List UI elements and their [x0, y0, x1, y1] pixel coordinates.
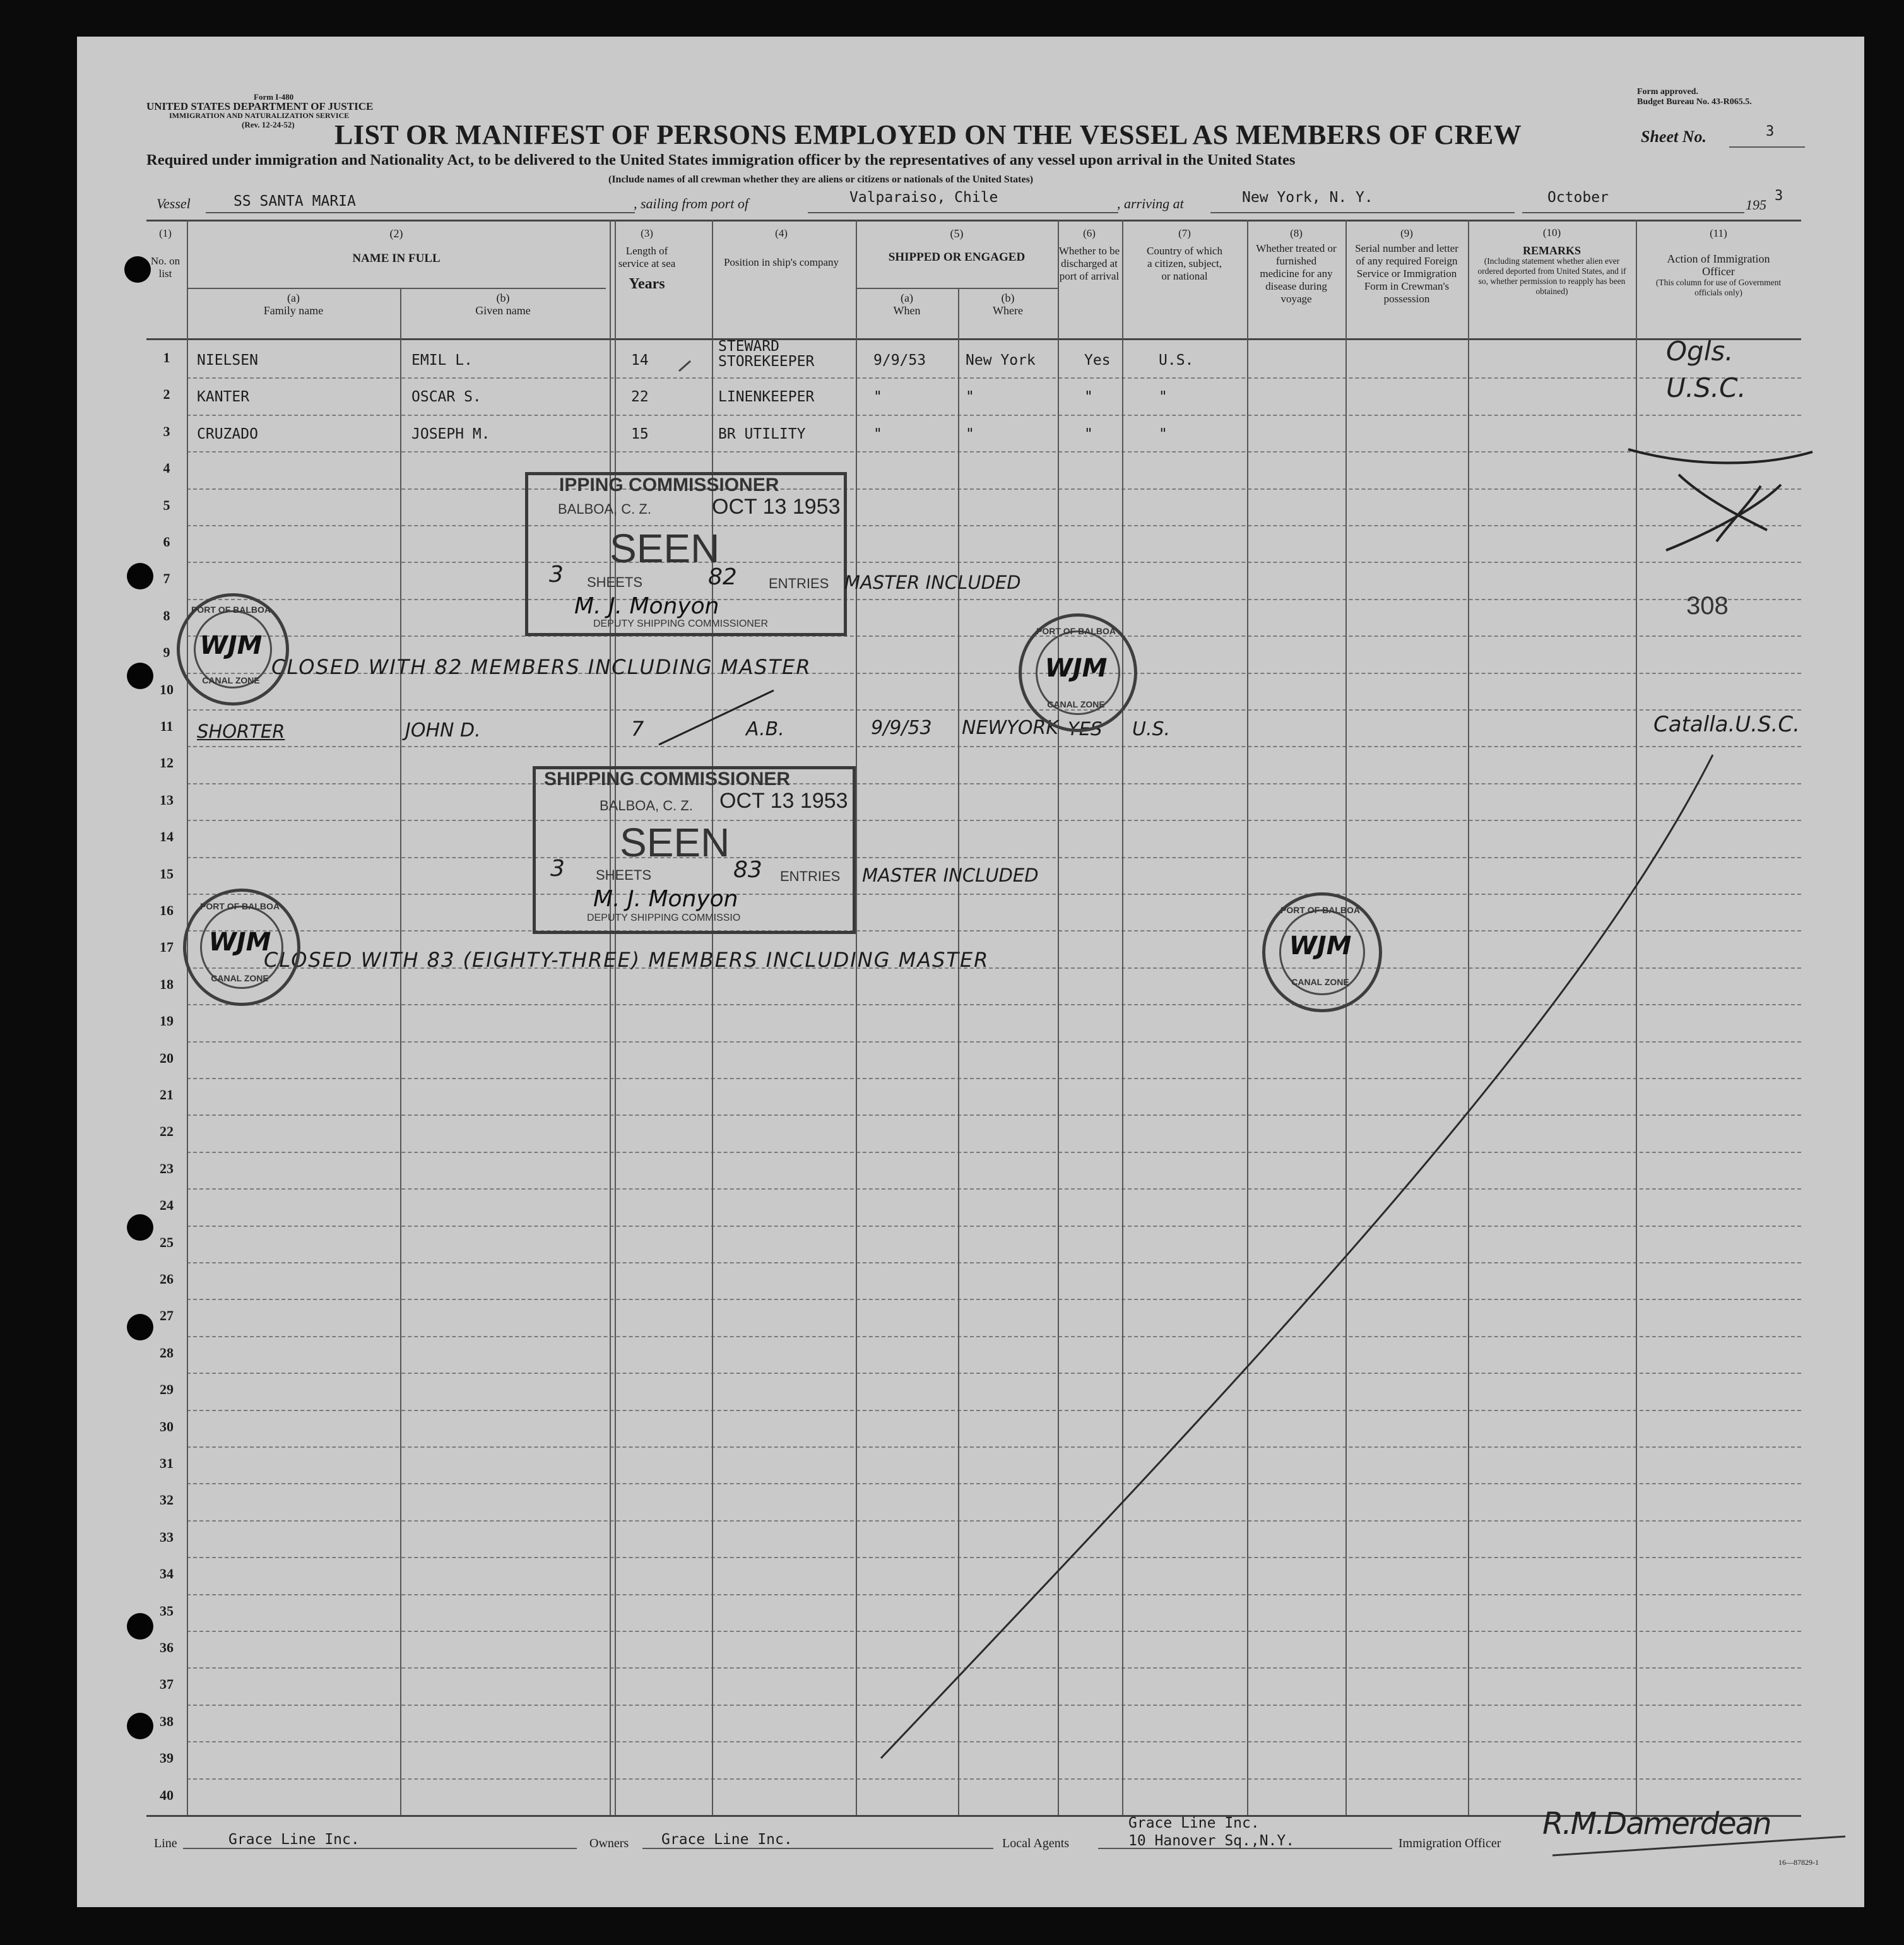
revision: (Rev. 12-24-52) — [242, 120, 295, 129]
arrival-year: 195 — [1746, 197, 1766, 213]
row-11-country: U.S. — [1132, 718, 1171, 740]
arrival-year-digit: 3 — [1775, 188, 1783, 204]
col-5b-header: (b) Where — [993, 292, 1023, 317]
entry-family: NIELSEN — [197, 352, 258, 369]
col-5-header: (5) SHIPPED OR ENGAGED — [888, 227, 1026, 264]
page-title: LIST OR MANIFEST OF PERSONS EMPLOYED ON THE VESSEL AS MEMBERS OF CREW — [334, 119, 1522, 150]
arrival-month: October — [1547, 189, 1609, 206]
row-number: 5 — [163, 497, 170, 513]
entry-position: STOREKEEPER — [718, 353, 815, 370]
row-number: 4 — [163, 460, 170, 476]
sailing-label: , sailing from port of — [634, 196, 748, 211]
entry-position: STEWARD — [718, 338, 779, 355]
entry-country: U.S. — [1159, 352, 1194, 369]
col-10-header: (10) REMARKS (Including statement whether alien ever ordered deported from United States, and if so, whether permission to reapply has been obtained) — [1477, 227, 1626, 296]
row-number: 29 — [160, 1381, 174, 1397]
seal-top-text: PORT OF BALBOA — [1036, 626, 1116, 636]
remark-number: 308 — [1686, 592, 1729, 620]
row-number: 19 — [160, 1013, 174, 1029]
row-number: 11 — [160, 718, 174, 734]
row-number: 14 — [160, 829, 174, 844]
row-number: 8 — [163, 608, 170, 624]
stamp-sheets-value: 3 — [550, 856, 565, 882]
row-11-family: SHORTER — [197, 721, 285, 742]
row-11-years: 7 — [631, 717, 644, 741]
form-number: Form I-480 — [254, 92, 294, 102]
row-number: 26 — [160, 1271, 174, 1287]
row-number: 40 — [160, 1787, 174, 1803]
stamp-seen: SEEN — [620, 820, 730, 865]
owners-rule — [642, 1848, 993, 1849]
entry-officer-initials: U.S.C. — [1666, 372, 1746, 403]
entry-country: " — [1159, 426, 1168, 442]
row-number: 38 — [160, 1713, 174, 1729]
stamp-seen: SEEN — [610, 526, 720, 571]
stamp-entries: ENTRIES — [780, 868, 841, 884]
entry-discharged: Yes — [1084, 352, 1111, 369]
col-9-header: (9) Serial number and letter of any required Foreign Service or Immigration Form in Crewman's possession — [1355, 227, 1458, 305]
stamp-entries-value: 82 — [708, 564, 737, 590]
row-number: 2 — [163, 386, 170, 402]
seal-bottom-text: CANAL ZONE — [211, 973, 269, 983]
from-port: Valparaiso, Chile — [849, 189, 998, 206]
row-number: 37 — [160, 1676, 174, 1692]
owners-value: Grace Line Inc. — [661, 1831, 793, 1848]
row-number: 16 — [160, 902, 174, 918]
col-8-header: (8) Whether treated or furnished medicine for any disease during voyage — [1256, 227, 1337, 305]
entry-when: " — [873, 389, 882, 405]
row-number: 36 — [160, 1640, 174, 1655]
subtitle-note: (Include names of all crewman whether they are aliens or citizens or nationals of the United States) — [608, 174, 1034, 185]
seal-top-text: PORT OF BALBOA — [191, 605, 271, 615]
row-11-officer: Catalla.U.S.C. — [1653, 712, 1800, 737]
col-2a-header: (a) Family name — [263, 292, 324, 317]
cancel-x-stroke — [1666, 485, 1781, 550]
col-2b-header: (b) Given name — [475, 292, 531, 317]
row-number: 3 — [163, 423, 170, 439]
row-number: 27 — [160, 1308, 174, 1323]
stamp-title: IPPING COMMISSIONER — [559, 475, 779, 495]
row-number: 21 — [160, 1087, 174, 1103]
cancel-x-stroke — [1717, 486, 1761, 541]
stamp-entries: ENTRIES — [769, 576, 829, 591]
stamp-place: BALBOA, C. Z. — [600, 798, 693, 813]
agents-value-2: 10 Hanover Sq.,N.Y. — [1128, 1833, 1295, 1849]
row-number: 30 — [160, 1419, 174, 1434]
col-3-header: (3) Length of service at sea Years — [618, 227, 676, 292]
stamp-title: SHIPPING COMMISSIONER — [544, 769, 791, 789]
entry-given: OSCAR S. — [411, 389, 482, 405]
row-number: 18 — [160, 976, 174, 992]
agents-value-1: Grace Line Inc. — [1128, 1815, 1260, 1831]
row-number: 35 — [160, 1603, 174, 1619]
stamp-sheets-value: 3 — [549, 562, 564, 588]
diagonal-line-out — [881, 755, 1713, 1758]
col-7-header: (7) Country of which a citizen, subject, or national — [1147, 227, 1222, 282]
department: UNITED STATES DEPARTMENT OF JUSTICE — [146, 100, 374, 112]
row-11-position: A.B. — [746, 718, 784, 740]
stamp-signature: M. J. Monyon — [574, 593, 719, 619]
row-number: 10 — [160, 682, 174, 697]
officer-signature: R.M.Damerdean — [1542, 1806, 1771, 1842]
entry-given: JOSEPH M. — [411, 426, 490, 442]
row-number: 9 — [163, 644, 170, 660]
row-number: 17 — [160, 939, 174, 955]
entry-officer-initials: Ogls. — [1666, 336, 1734, 367]
stamp-role: DEPUTY SHIPPING COMMISSIONER — [593, 618, 769, 629]
stamp-date: OCT 13 1953 — [719, 789, 848, 813]
sheet-number: 3 — [1766, 124, 1775, 139]
officer-label: Immigration Officer — [1398, 1836, 1501, 1850]
row-number: 22 — [160, 1123, 174, 1139]
seal-initials: WJM — [1289, 931, 1352, 961]
subtitle: Required under immigration and Nationality Act, to be delivered to the United States immigration officer by the representatives of any vessel upon arrival in the United States — [146, 151, 1296, 168]
stamp-place: BALBOA, C. Z. — [558, 501, 651, 517]
seal-bottom-text: CANAL ZONE — [1047, 699, 1105, 709]
owners-label: Owners — [589, 1836, 629, 1850]
entry-country: " — [1159, 389, 1168, 405]
row-number: 12 — [160, 755, 174, 771]
entry-years: 22 — [631, 389, 649, 405]
entry-given: EMIL L. — [411, 352, 473, 369]
col-6-header: (6) Whether to be discharged at port of arrival — [1058, 227, 1120, 282]
cancel-x-stroke — [1628, 449, 1812, 463]
seal-initials: WJM — [199, 631, 263, 660]
line-value: Grace Line Inc. — [228, 1831, 360, 1848]
line-label: Line — [154, 1836, 177, 1850]
seal-bottom-text: CANAL ZONE — [202, 675, 260, 685]
closed-note: CLOSED WITH 82 MEMBERS INCLUDING MASTER — [271, 655, 812, 679]
vessel-name: SS SANTA MARIA — [234, 193, 356, 210]
row-number: 6 — [163, 534, 170, 550]
budget-bureau: Budget Bureau No. 43-R065.5. — [1637, 97, 1752, 107]
entry-family: CRUZADO — [197, 426, 258, 442]
service: IMMIGRATION AND NATURALIZATION SERVICE — [169, 111, 350, 120]
col-2-header: (2) NAME IN FULL — [352, 227, 441, 265]
row-number: 25 — [160, 1234, 174, 1250]
closed-note: CLOSED WITH 83 (EIGHTY-THREE) MEMBERS INCLUDING MASTER — [264, 948, 990, 972]
master-included-note: MASTER INCLUDED — [862, 865, 1039, 886]
col-11-header: (11) Action of Immigration Officer (This column for use of Government officials only) — [1655, 227, 1782, 297]
seal-initials: WJM — [208, 928, 271, 957]
col-1-header: (1) No. on list — [150, 227, 180, 280]
entry-years: 15 — [631, 426, 649, 442]
arriving-port: New York, N. Y. — [1242, 189, 1373, 206]
agents-label: Local Agents — [1002, 1836, 1070, 1850]
form-approved: Form approved. — [1637, 87, 1698, 97]
row-number: 32 — [160, 1492, 174, 1508]
stamp-entries-value: 83 — [733, 857, 762, 883]
line-rule — [183, 1848, 577, 1849]
years-slash — [659, 690, 774, 745]
entry-where: " — [966, 389, 974, 405]
entry-discharged: " — [1084, 389, 1093, 405]
row-number: 13 — [160, 792, 174, 808]
row-number: 20 — [160, 1050, 174, 1066]
cancel-x-stroke — [1679, 475, 1767, 530]
entry-position: BR UTILITY — [718, 426, 806, 442]
col-5a-header: (a) When — [893, 292, 921, 317]
entry-discharged: " — [1084, 426, 1093, 442]
row-11-discharged: YES — [1068, 718, 1103, 740]
seal-bottom-text: CANAL ZONE — [1291, 977, 1349, 987]
row-number: 34 — [160, 1566, 174, 1581]
stamp-date: OCT 13 1953 — [712, 495, 841, 519]
year-strike — [679, 361, 690, 371]
col-4-header: (4) Position in ship's company — [723, 227, 839, 268]
agents-rule — [1098, 1848, 1392, 1849]
row-number: 24 — [160, 1197, 174, 1213]
seal-initials: WJM — [1044, 654, 1108, 683]
row-number: 31 — [160, 1455, 174, 1471]
row-number: 28 — [160, 1345, 174, 1361]
row-number: 7 — [163, 570, 170, 586]
sheet-label: Sheet No. — [1641, 127, 1706, 146]
row-11-given: JOHN D. — [405, 719, 481, 742]
entry-when: 9/9/53 — [873, 352, 926, 369]
seal-top-text: PORT OF BALBOA — [200, 901, 280, 911]
stamp-role: DEPUTY SHIPPING COMMISSIO — [587, 913, 741, 923]
stamp-sheets: SHEETS — [587, 574, 643, 590]
row-number: 1 — [163, 350, 170, 365]
entry-position: LINENKEEPER — [718, 389, 815, 405]
row-number: 23 — [160, 1161, 174, 1176]
entry-when: " — [873, 426, 882, 442]
entry-where: " — [966, 426, 974, 442]
stamp-signature: M. J. Monyon — [593, 886, 738, 912]
print-code: 16—87829-1 — [1778, 1858, 1819, 1867]
entry-family: KANTER — [197, 389, 250, 405]
row-number: 39 — [160, 1750, 174, 1766]
master-included-note: MASTER INCLUDED — [844, 572, 1021, 593]
entry-where: New York — [966, 352, 1036, 369]
seal-top-text: PORT OF BALBOA — [1280, 905, 1360, 915]
row-number: 15 — [160, 866, 174, 882]
stamp-sheets: SHEETS — [596, 867, 652, 883]
vessel-label: Vessel — [157, 196, 191, 211]
arriving-label: , arriving at — [1117, 196, 1184, 211]
row-number: 33 — [160, 1529, 174, 1545]
entry-years: 14 — [631, 352, 649, 369]
row-11-where: NEWYORK — [962, 717, 1058, 739]
row-11-when: 9/9/53 — [871, 717, 932, 739]
